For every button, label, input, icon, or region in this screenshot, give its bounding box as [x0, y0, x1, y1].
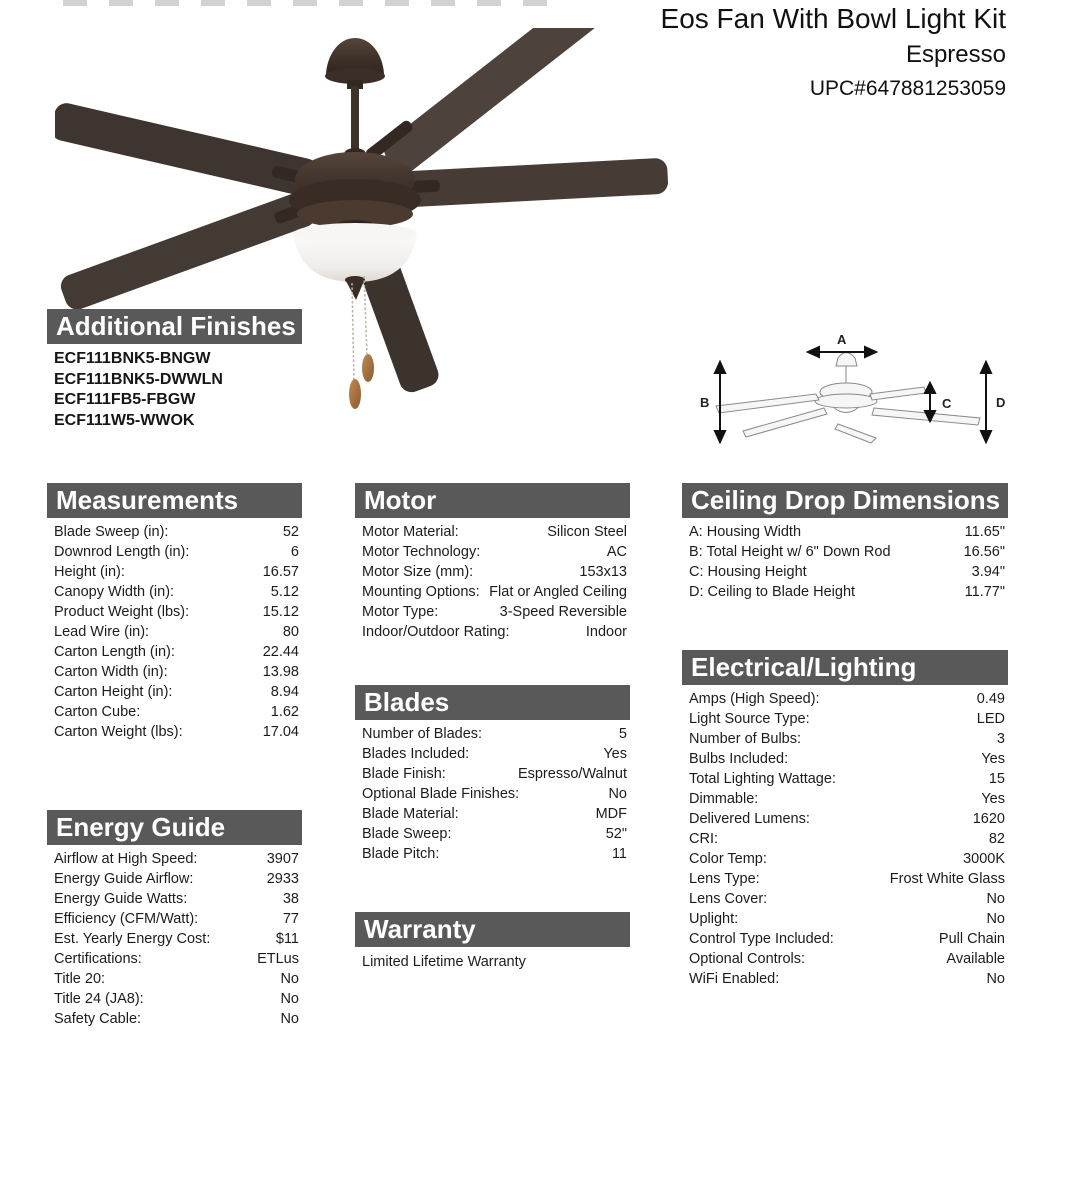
spec-row	[355, 542, 630, 562]
energy-guide-section	[47, 810, 302, 1029]
warranty-text: Limited Lifetime Warranty	[362, 954, 526, 970]
spec-value: No	[986, 971, 1005, 987]
spec-label: Carton Width (in):	[54, 664, 168, 680]
spec-value: 82	[988, 831, 1005, 847]
spec-label: Optional Blade Finishes:	[362, 786, 520, 802]
spec-label: Title 20:	[54, 971, 106, 987]
spec-row	[355, 804, 630, 824]
finish-item: ECF111BNK5-BNGW	[54, 350, 211, 367]
spec-value: LED	[976, 711, 1005, 727]
spec-value: No	[280, 1011, 299, 1027]
finish-item: ECF111FB5-FBGW	[54, 391, 196, 408]
spec-value: 8.94	[270, 684, 299, 700]
spec-label: Efficiency (CFM/Watt):	[54, 911, 199, 927]
spec-row	[682, 709, 1008, 729]
spec-label: Blade Finish:	[362, 766, 446, 782]
spec-label: Product Weight (lbs):	[54, 604, 190, 620]
diagram-label-c: C	[942, 396, 952, 411]
spec-value: 11.77"	[964, 584, 1005, 600]
spec-label: Indoor/Outdoor Rating:	[362, 624, 510, 640]
spec-label: Motor Material:	[362, 524, 459, 540]
spec-row	[355, 724, 630, 744]
title-block	[661, 2, 1006, 101]
spec-row	[355, 582, 630, 602]
spec-value: 80	[282, 624, 299, 640]
page-title: Eos Fan With Bowl Light Kit	[660, 3, 1006, 34]
spec-row	[355, 844, 630, 864]
spec-label: Height (in):	[54, 564, 125, 580]
spec-label: Blades Included:	[362, 746, 470, 762]
ceiling-drop-diagram	[688, 330, 1013, 465]
spec-value: Espresso/Walnut	[517, 766, 627, 782]
spec-value: 52	[282, 524, 299, 540]
spec-label: Blade Sweep:	[362, 826, 452, 842]
spec-row	[682, 542, 1008, 562]
measurements-section	[47, 483, 302, 742]
spec-value: 17.04	[262, 724, 299, 740]
spec-row	[355, 622, 630, 642]
electrical-lighting-rows	[682, 689, 1008, 989]
measurements-rows	[47, 522, 302, 742]
spec-value: 3.94"	[971, 564, 1005, 580]
spec-row	[47, 602, 302, 622]
energy-guide-header: Energy Guide	[47, 810, 302, 845]
spec-value: 5	[618, 726, 627, 742]
spec-label: Mounting Options:	[362, 584, 480, 600]
spec-value: No	[280, 991, 299, 1007]
spec-value: 52"	[605, 826, 627, 842]
spec-value: 77	[282, 911, 299, 927]
spec-value: 22.44	[262, 644, 299, 660]
finish-item: ECF111W5-WWOK	[54, 411, 195, 429]
spec-row	[682, 749, 1008, 769]
spec-label: Lens Cover:	[689, 891, 768, 907]
spec-row	[682, 949, 1008, 969]
spec-row	[47, 622, 302, 642]
spec-label: Dimmable:	[689, 791, 759, 807]
spec-row	[47, 702, 302, 722]
spec-row	[682, 789, 1008, 809]
ceiling-drop-rows	[682, 522, 1008, 602]
spec-label: Delivered Lumens:	[689, 811, 810, 827]
spec-value: 1620	[972, 811, 1005, 827]
electrical-lighting-header: Electrical/Lighting	[682, 650, 1008, 685]
spec-value: 3	[996, 731, 1005, 747]
spec-row	[47, 969, 302, 989]
cropped-logo-fragment	[63, 0, 563, 6]
spec-label: Title 24 (JA8):	[54, 991, 144, 1007]
warranty-section	[355, 912, 630, 972]
spec-row	[682, 849, 1008, 869]
spec-value: Indoor	[585, 624, 627, 640]
spec-value: 16.56"	[963, 544, 1005, 560]
spec-value: No	[280, 971, 299, 987]
spec-row	[47, 869, 302, 889]
additional-finishes-section	[47, 309, 302, 431]
spec-label: Motor Technology:	[362, 544, 481, 560]
spec-row	[47, 662, 302, 682]
spec-label: C: Housing Height	[689, 564, 807, 580]
finish-name: Espresso	[905, 41, 1006, 68]
blades-section	[355, 685, 630, 864]
spec-label: Est. Yearly Energy Cost:	[54, 931, 211, 947]
spec-value: 15.12	[262, 604, 299, 620]
spec-row	[47, 682, 302, 702]
spec-label: CRI:	[689, 831, 718, 847]
spec-label: Control Type Included:	[689, 931, 834, 947]
electrical-lighting-section	[682, 650, 1008, 989]
spec-row	[47, 949, 302, 969]
ceiling-drop-section	[682, 483, 1008, 602]
spec-row	[47, 582, 302, 602]
spec-value: Available	[946, 951, 1005, 967]
spec-row	[682, 829, 1008, 849]
spec-label: Light Source Type:	[689, 711, 810, 727]
fan-canopy-downrod	[325, 38, 385, 160]
spec-label: Safety Cable:	[54, 1011, 142, 1027]
spec-value: 6	[290, 544, 299, 560]
spec-row	[355, 824, 630, 844]
spec-label: Uplight:	[689, 911, 739, 927]
measurements-header: Measurements	[47, 483, 302, 518]
spec-value: Yes	[981, 751, 1005, 767]
spec-label: Amps (High Speed):	[689, 691, 820, 707]
spec-label: Blade Pitch:	[362, 846, 440, 862]
spec-row	[47, 642, 302, 662]
spec-row	[47, 889, 302, 909]
spec-value: 2933	[266, 871, 299, 887]
spec-label: Number of Bulbs:	[689, 731, 802, 747]
spec-label: Airflow at High Speed:	[54, 851, 198, 867]
spec-label: Canopy Width (in):	[54, 584, 175, 600]
spec-label: Carton Height (in):	[54, 684, 173, 700]
spec-label: Motor Size (mm):	[362, 564, 474, 580]
spec-row	[47, 542, 302, 562]
spec-label: Total Lighting Wattage:	[689, 771, 836, 787]
spec-row	[682, 689, 1008, 709]
spec-value: 13.98	[262, 664, 299, 680]
spec-row	[682, 769, 1008, 789]
upc-code: UPC#647881253059	[809, 77, 1006, 100]
spec-value: Silicon Steel	[547, 524, 627, 540]
spec-value: No	[608, 786, 627, 802]
diagram-label-a: A	[837, 332, 847, 347]
spec-row	[355, 562, 630, 582]
warranty-header: Warranty	[355, 912, 630, 947]
spec-value: Yes	[981, 791, 1005, 807]
spec-label: Carton Weight (lbs):	[54, 724, 183, 740]
spec-row	[355, 764, 630, 784]
fan-motor-housing	[289, 152, 421, 232]
spec-label: Lead Wire (in):	[54, 624, 150, 640]
spec-label: Certifications:	[54, 951, 142, 967]
spec-label: B: Total Height w/ 6" Down Rod	[689, 544, 891, 560]
spec-value: AC	[606, 544, 627, 560]
energy-guide-rows	[47, 849, 302, 1029]
spec-row	[47, 929, 302, 949]
spec-row	[682, 522, 1008, 542]
spec-value: No	[986, 911, 1005, 927]
spec-value: 3907	[266, 851, 299, 867]
spec-row	[355, 522, 630, 542]
spec-value: Pull Chain	[938, 931, 1005, 947]
spec-row	[682, 929, 1008, 949]
motor-rows	[355, 522, 630, 642]
spec-value: ETLus	[257, 951, 299, 967]
spec-value: Frost White Glass	[889, 871, 1005, 887]
spec-value: 0.49	[976, 691, 1005, 707]
spec-value: 15	[988, 771, 1005, 787]
spec-row	[682, 969, 1008, 989]
finishes-list	[47, 349, 302, 431]
finish-item: ECF111BNK5-DWWLN	[54, 370, 223, 388]
spec-label: Bulbs Included:	[689, 751, 789, 767]
spec-value: $11	[275, 931, 299, 947]
spec-value: 1.62	[270, 704, 299, 720]
diagram-label-d: D	[996, 395, 1006, 410]
spec-label: Motor Type:	[362, 604, 439, 620]
spec-row	[47, 1009, 302, 1029]
additional-finishes-header: Additional Finishes	[47, 309, 302, 344]
spec-value: MDF	[595, 806, 627, 822]
spec-row	[355, 784, 630, 804]
spec-row	[47, 909, 302, 929]
spec-value: 153x13	[579, 564, 627, 580]
spec-label: WiFi Enabled:	[689, 971, 780, 987]
spec-row	[682, 889, 1008, 909]
spec-row	[47, 562, 302, 582]
spec-value: Yes	[603, 746, 627, 762]
spec-row	[47, 722, 302, 742]
spec-label: Downrod Length (in):	[54, 544, 190, 560]
spec-row	[682, 729, 1008, 749]
spec-label: Energy Guide Airflow:	[54, 871, 194, 887]
spec-label: Carton Length (in):	[54, 644, 175, 660]
spec-row	[355, 602, 630, 622]
spec-label: D: Ceiling to Blade Height	[689, 584, 856, 600]
spec-value: 3-Speed Reversible	[499, 604, 627, 620]
spec-label: Color Temp:	[689, 851, 767, 867]
spec-row	[682, 869, 1008, 889]
spec-value: 11.65"	[964, 524, 1005, 540]
spec-label: Energy Guide Watts:	[54, 891, 188, 907]
spec-row	[682, 909, 1008, 929]
motor-header: Motor	[355, 483, 630, 518]
spec-value: 5.12	[270, 584, 299, 600]
spec-label: Lens Type:	[689, 871, 760, 887]
spec-row	[47, 989, 302, 1009]
spec-label: Number of Blades:	[362, 726, 483, 742]
spec-value: 16.57	[262, 564, 299, 580]
ceiling-drop-header: Ceiling Drop Dimensions	[682, 483, 1008, 518]
spec-value: Flat or Angled Ceiling	[489, 584, 627, 600]
spec-value: 11	[611, 846, 627, 862]
spec-label: Blade Material:	[362, 806, 459, 822]
spec-row	[682, 562, 1008, 582]
spec-value: 38	[282, 891, 299, 907]
spec-row	[47, 522, 302, 542]
blades-header: Blades	[355, 685, 630, 720]
spec-label: Blade Sweep (in):	[54, 524, 169, 540]
spec-value: 3000K	[963, 851, 1005, 867]
spec-label: A: Housing Width	[689, 524, 802, 540]
spec-row	[682, 809, 1008, 829]
spec-row	[47, 849, 302, 869]
diagram-label-b: B	[700, 395, 710, 410]
spec-row	[355, 744, 630, 764]
blades-rows	[355, 724, 630, 864]
spec-label: Carton Cube:	[54, 704, 141, 720]
spec-row	[682, 582, 1008, 602]
spec-value: No	[986, 891, 1005, 907]
motor-section	[355, 483, 630, 642]
spec-label: Optional Controls:	[689, 951, 806, 967]
